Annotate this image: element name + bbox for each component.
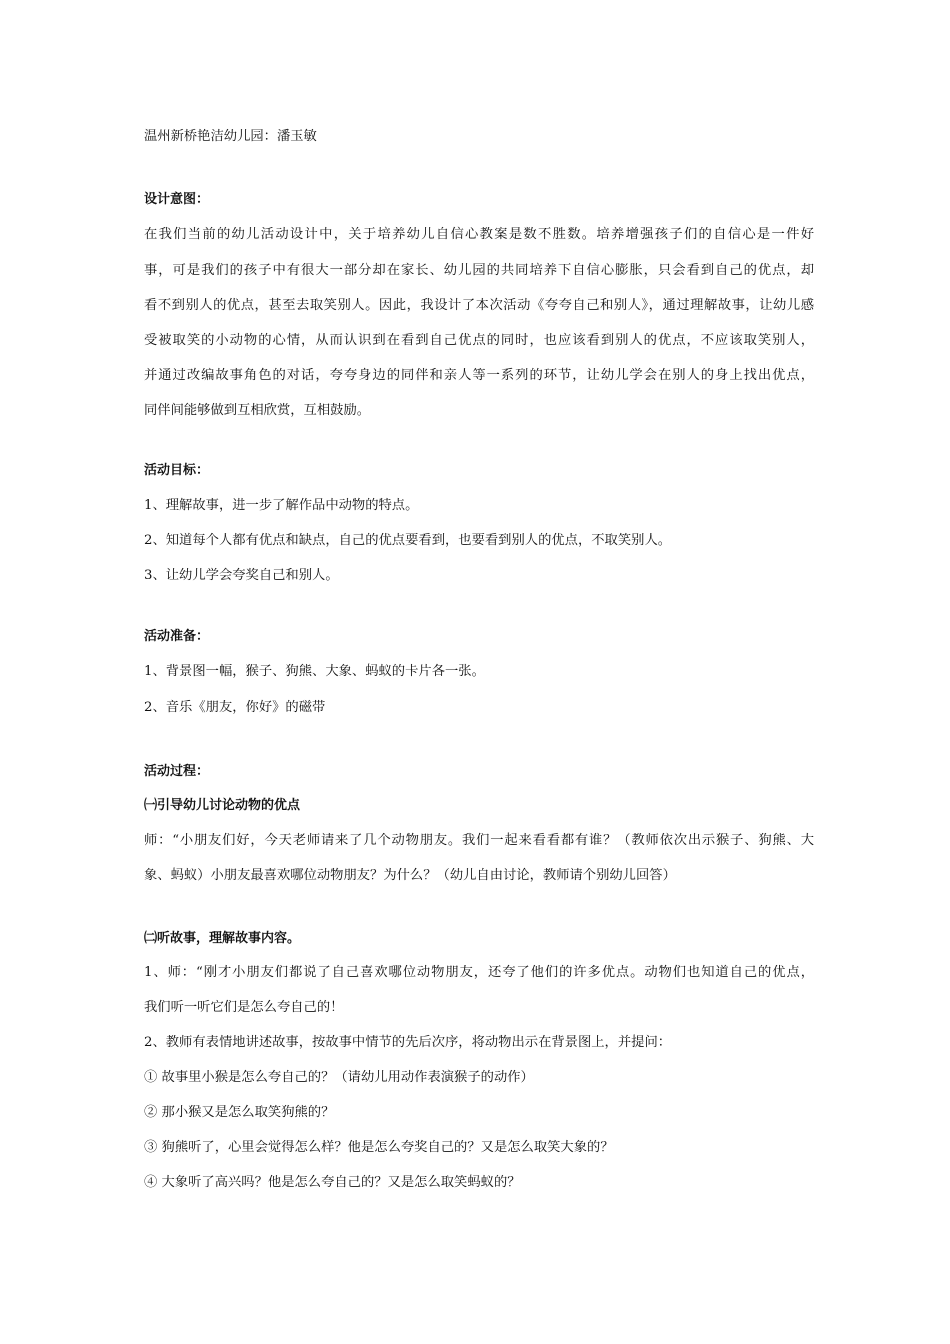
goal-item: 1、理解故事，进一步了解作品中动物的特点。 <box>144 498 419 513</box>
step2-question: ① 故事里小猴是怎么夸自己的？（请幼儿用动作表演猴子的动作） <box>144 1070 534 1085</box>
goal-item: 2、知道每个人都有优点和缺点，自己的优点要看到，也要看到别人的优点，不取笑别人。 <box>144 533 672 548</box>
design-intent-line: 事，可是我们的孩子中有很大一部分却在家长、幼儿园的共同培养下自信心膨胀，只会看到自己的优点，却 <box>144 263 814 278</box>
design-intent-line: 同伴间能够做到互相欣赏，互相鼓励。 <box>144 403 371 418</box>
preparation-heading: 活动准备： <box>144 629 210 644</box>
step2-question: ④ 大象听了高兴吗？他是怎么夸自己的？又是怎么取笑蚂蚁的？ <box>144 1175 521 1190</box>
design-intent-line: 受被取笑的小动物的心情，从而认识到在看到自己优点的同时，也应该看到别人的优点，不应该取笑别人， <box>144 333 814 348</box>
step2-title: ㈡听故事，理解故事内容。 <box>144 931 301 946</box>
preparation-item: 2、音乐《朋友，你好》的磁带 <box>144 700 326 715</box>
design-intent-heading: 设计意图： <box>144 192 210 207</box>
author-line: 温州新桥艳洁幼儿园：潘玉敏 <box>144 129 317 144</box>
goals-heading: 活动目标： <box>144 463 210 478</box>
design-intent-line: 并通过改编故事角色的对话，夸夸身边的同伴和亲人等一系列的环节，让幼儿学会在别人的身上找出优点， <box>144 368 814 383</box>
step2-question: ③ 狗熊听了，心里会觉得怎么样？他是怎么夸奖自己的？又是怎么取笑大象的？ <box>144 1140 614 1155</box>
process-heading: 活动过程： <box>144 764 210 779</box>
step1-title: ㈠引导幼儿讨论动物的优点 <box>144 798 301 813</box>
step2-line: 1、师：“刚才小朋友们都说了自己喜欢哪位动物朋友，还夸了他们的许多优点。动物们也知道自己的优点， <box>144 965 814 980</box>
design-intent-line: 在我们当前的幼儿活动设计中，关于培养幼儿自信心教案是数不胜数。培养增强孩子们的自信心是一件好 <box>144 227 814 242</box>
step1-line: 象、蚂蚁）小朋友最喜欢哪位动物朋友？为什么？（幼儿自由讨论，教师请个别幼儿回答） <box>144 868 676 883</box>
step2-line: 我们听一听它们是怎么夸自己的！ <box>144 1000 344 1015</box>
design-intent-line: 看不到别人的优点，甚至去取笑别人。因此，我设计了本次活动《夸夸自己和别人》，通过理解故事，让幼儿感 <box>144 298 814 313</box>
goal-item: 3、让幼儿学会夸奖自己和别人。 <box>144 568 339 583</box>
step1-line: 师：“小朋友们好，今天老师请来了几个动物朋友。我们一起来看看都有谁？（教师依次出示猴子、狗熊、大 <box>144 833 814 848</box>
step2-line: 2、教师有表情地讲述故事，按故事中情节的先后次序，将动物出示在背景图上，并提问： <box>144 1035 672 1050</box>
step2-question: ② 那小猴又是怎么取笑狗熊的？ <box>144 1105 335 1120</box>
preparation-item: 1、背景图一幅，猴子、狗熊、大象、蚂蚁的卡片各一张。 <box>144 664 485 679</box>
